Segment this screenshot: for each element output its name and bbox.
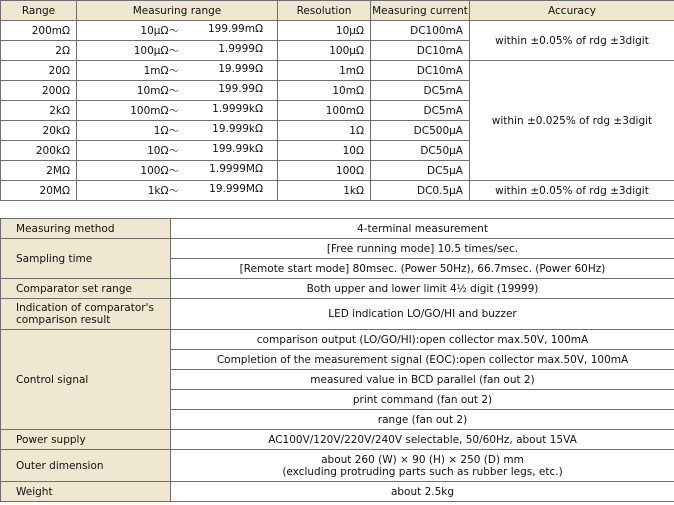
resolution-cell: 1mΩ [278,61,371,81]
table-row [1,181,674,201]
resolution-cell: 100mΩ [278,101,371,121]
spec-label: Indication of comparator's comparison result [1,299,171,330]
current-cell: DC10mA [371,61,470,81]
spec-label: Sampling time [1,239,171,279]
spec-value: LED indication LO/GO/HI and buzzer [171,299,674,330]
range-cell: 200mΩ [1,21,77,41]
spec-value: about 260 (W) × 90 (H) × 250 (D) mm (excluding protruding parts such as rubber legs, etc.) [171,450,674,482]
current-cell: DC10mA [371,41,470,61]
measuring-range-cell: 10μΩ～ 199.99mΩ [77,21,278,41]
spec-value: range (fan out 2) [171,410,674,430]
spec-value: measured value in BCD parallel (fan out 2) [171,370,674,390]
accuracy-cell: within ±0.05% of rdg ±3digit [470,21,674,61]
spec-row-control-signal [1,330,674,350]
measuring-range-cell: 100Ω～ 1.9999MΩ [77,161,278,181]
range-cell: 20MΩ [1,181,77,201]
current-cell: DC50μA [371,141,470,161]
table-row [1,21,674,41]
measuring-range-cell: 1mΩ～ 19.999Ω [77,61,278,81]
spec-label: Comparator set range [1,279,171,299]
resolution-cell: 10mΩ [278,81,371,101]
accuracy-cell: within ±0.05% of rdg ±3digit [470,181,674,201]
range-cell: 20Ω [1,61,77,81]
measuring-range-cell: 1kΩ～ 19.999MΩ [77,181,278,201]
spec-value: [Free running mode] 10.5 times/sec. [171,239,674,259]
resolution-cell: 10μΩ [278,21,371,41]
resolution-cell: 100μΩ [278,41,371,61]
spec-label: Weight [1,482,171,502]
resolution-cell: 1Ω [278,121,371,141]
current-cell: DC5mA [371,81,470,101]
range-cell: 2Ω [1,41,77,61]
spec-row-outer-dimension [1,450,674,482]
spec-row-comparator-set-range [1,279,674,299]
spec-label: Control signal [1,330,171,430]
range-cell: 20kΩ [1,121,77,141]
spec-value: 4-terminal measurement [171,219,674,239]
range-cell: 2MΩ [1,161,77,181]
spec-value: print command (fan out 2) [171,390,674,410]
spec-row-measuring-method [1,219,674,239]
measuring-range-cell: 1Ω～ 19.999kΩ [77,121,278,141]
specification-table [0,218,674,502]
spec-value: about 2.5kg [171,482,674,502]
spec-row-comparison-result [1,299,674,330]
spec-value: [Remote start mode] 80msec. (Power 50Hz), 66.7msec. (Power 60Hz) [171,259,674,279]
measuring-range-cell: 10Ω～ 199.99kΩ [77,141,278,161]
header-measuring-range: Measuring range [77,1,278,21]
spec-value: comparison output (LO/GO/HI):open collector max.50V, 100mA [171,330,674,350]
spec-row-weight [1,482,674,502]
spec-value: AC100V/120V/220V/240V selectable, 50/60Hz, about 15VA [171,430,674,450]
header-range: Range [1,1,77,21]
current-cell: DC0.5μA [371,181,470,201]
resolution-cell: 10Ω [278,141,371,161]
spec-label: Measuring method [1,219,171,239]
measuring-range-cell: 100mΩ～ 1.9999kΩ [77,101,278,121]
spec-value: Completion of the measurement signal (EOC):open collector max.50V, 100mA [171,350,674,370]
table-row [1,61,674,81]
resolution-cell: 1kΩ [278,181,371,201]
header-accuracy: Accuracy [470,1,674,21]
spec-value: Both upper and lower limit 4½ digit (19999) [171,279,674,299]
measuring-range-cell: 10mΩ～ 199.99Ω [77,81,278,101]
measuring-range-cell: 100μΩ～ 1.9999Ω [77,41,278,61]
current-cell: DC5mA [371,101,470,121]
header-measuring-current: Measuring current [371,1,470,21]
range-table-header [1,1,674,21]
measurement-range-table [0,0,674,201]
current-cell: DC100mA [371,21,470,41]
range-cell: 200kΩ [1,141,77,161]
range-cell: 2kΩ [1,101,77,121]
spec-row-power-supply [1,430,674,450]
spec-row-sampling-time [1,239,674,259]
spec-label: Power supply [1,430,171,450]
accuracy-cell: within ±0.025% of rdg ±3digit [470,61,674,181]
range-cell: 200Ω [1,81,77,101]
spec-label: Outer dimension [1,450,171,482]
header-resolution: Resolution [278,1,371,21]
current-cell: DC500μA [371,121,470,141]
resolution-cell: 100Ω [278,161,371,181]
current-cell: DC5μA [371,161,470,181]
